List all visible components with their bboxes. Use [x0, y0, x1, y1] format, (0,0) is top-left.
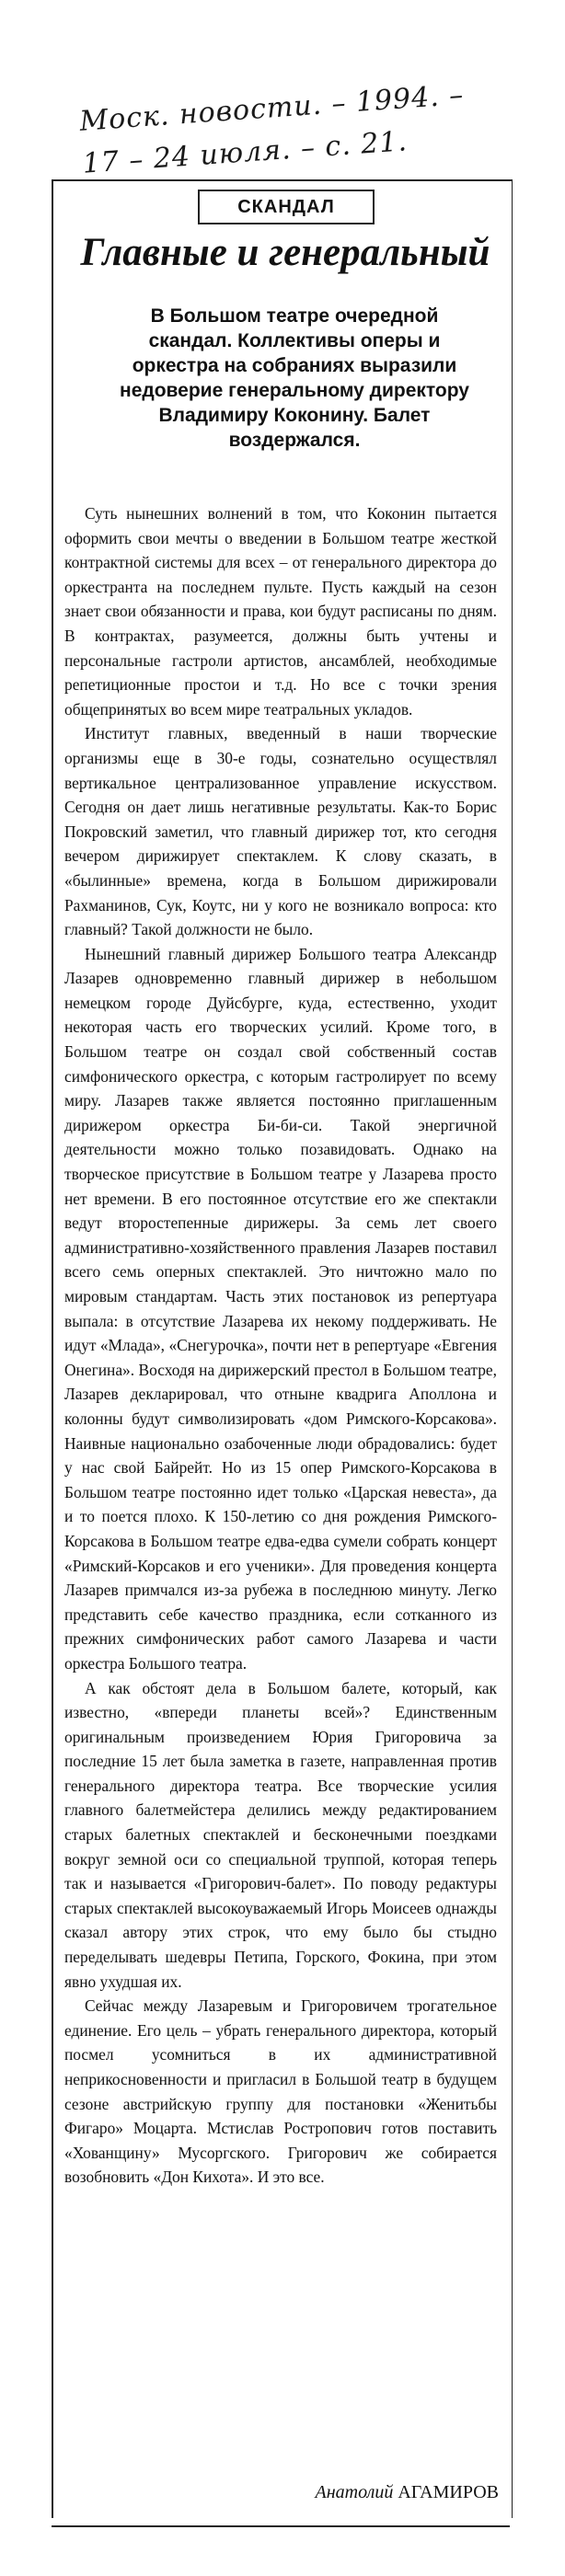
- body-paragraph: Суть нынешних волнений в том, что Коконин пытается оформить свои мечты о введении в Большом театре жесткой контрактной системы для всех – от генерального директора до оркестранта на последнем пульте. Пусть каждый на сезон знает свои обязанности и права, кои будут расписаны по дням. В контрактах, разумеется, должны быть учтены и персональные гастроли артистов, ансамблей, необходимые репетиционные простои и т.д. Но все с точки зрения общепринятых во всем мире театральных укладов.: [64, 504, 497, 719]
- article-body: [64, 501, 497, 2190]
- article-lead: В Большом театре очередной скандал. Коллективы оперы и оркестра на собраниях выразили недоверие генеральному директору Владимиру Коконину. Балет воздержался.: [120, 305, 469, 451]
- body-paragraph: А как обстоят дела в Большом балете, который, как известно, «впереди планеты всей»? Единственным оригинальным произведением Юрия Григоровича за последние 15 лет была заметка в газете, направленная против генерального директора театра. Все творческие усилия главного балетмейстера делились между редактированием старых балетных спектаклей и бесконечными поездками вокруг земной оси со специальной труппой, которая теперь так и называется «Григорович-балет». По поводу редактуры старых спектаклей высокоуважаемый Игорь Моисеев однажды сказал автору этих строк, что ему было бы стыдно переделывать шедевры Петипа, Горского, Фокина, при этом явно ухудшая их.: [64, 1678, 497, 1991]
- article-headline: Главные и генеральный: [80, 231, 490, 274]
- body-paragraph: Нынешний главный дирижер Большого театра Александр Лазарев одновременно главный дирижер в небольшом немецком городе Дуйсбурге, куда, естественно, уходит некоторая часть его творческих усилий. Кроме того, в Большом театре он создал свой собственный состав симфонического оркестра, с которым гастролирует по всему миру. Лазарев также является постоянно приглашенным дирижером оркестра Би-би-си. Такой энергичной деятельности можно только позавидовать. Однако на творческое присутствие в Большом театре у Лазарева просто нет времени. В его постоянное отсутствие его же спектакли ведут второстепенные дирижеры. За семь лет своего административно-хозяйственного правления Лазарев поставил всего семь оперных спектаклей. Это ничтожно мало по мировым стандартам. Часть этих постановок из репертуара выпала: в отсутствие Лазарева их некому поддерживать. Не идут «Млада», «Снегурочка», почти нет в репертуаре «Евгения Онегина». Восходя на дирижерский престол в Большом театре, Лазарев декларировал, что отныне квадрига Аполлона и колонны будут символизировать «дом Римского-Корсакова». Наивные национально озабоченные люди обрадовались: будет у нас свой Байрейт. Но из 15 опер Римского-Корсакова в Большом театре постоянно идет только «Царская невеста», да и то поется плохо. К 150-летию со дня рождения Римского-Корсакова в Большом театре едва-едва сумели собрать концерт «Римский-Корсаков и его ученики». Для проведения концерта Лазарев примчался из-за рубежа в последнюю минуту. Легко представить себе качество праздника, если сотканного из прежних симфонических работ самого Лазарева и части оркестра Большого театра.: [64, 944, 497, 1673]
- body-paragraph: Институт главных, введенный в наши творческие организмы еще в 30-е годы, сознательно осуществлял вертикальное централизованное управление искусством. Сегодня он дает лишь негативные результаты. Как-то Борис Покровский заметил, что главный дирижер тот, кто сегодня вечером дирижирует спектаклем. К слову сказать, в «былинные» времена, когда в Большом дирижировали Рахманинов, Сук, Коутс, ни у кого не возникало вопроса: кто главный? Такой должности не было.: [64, 724, 497, 939]
- body-paragraph: Сейчас между Лазаревым и Григоровичем трогательное единение. Его цель – убрать генерального директора, который посмел усомниться в их административной неприкосновенности и пригласил в Большой театр в будущем сезоне австрийскую группу для постановки «Женитьбы Фигаро» Моцарта. Мстислав Ростропович готов поставить «Хованщину» Мусоргского. Григорович же собирается возобновить «Дон Кихота». И это все.: [64, 1996, 497, 2187]
- article-frame-bottom-rule: [52, 2525, 510, 2527]
- handwritten-line-2: 17 – 24 июля. – с. 21.: [81, 125, 409, 180]
- author-last-name: АГАМИРОВ: [398, 2482, 499, 2502]
- author-first-name: Анатолий: [315, 2482, 394, 2502]
- handwritten-line-1: Моск. новости. – 1994. –: [78, 78, 466, 138]
- handwritten-citation: [78, 71, 515, 186]
- author-signature: [316, 2482, 499, 2503]
- rubric-label: СКАНДАЛ: [198, 190, 375, 224]
